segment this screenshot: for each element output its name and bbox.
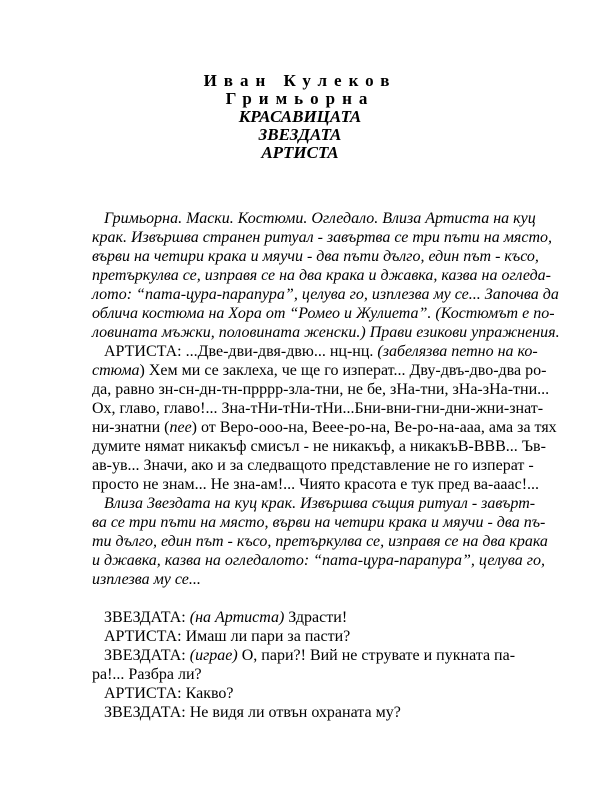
text-line: претъркулва се, изправя се на два крака и джавка, казва на огледа- [92,267,551,284]
text-line: АРТИСТА: ...Две-дви-двя-двю... нц-нц. (забелязва петно на ко- [104,343,538,360]
text-line: лото: “пата-цура-парапура”, целува го, изплезва му се... Започва да [92,286,559,303]
text-line: и джавка, казва на огледалото: “пата-цура-парапура”, целува го, [92,552,545,569]
text-line: ва се три пъти на място, върви на четири крака и мяучи - два пъ- [92,514,546,531]
text-line: стюма) Хем ми се заклеха, че ще го изперат... Дву-двъ-дво-два ро- [92,362,547,379]
text-line: ав-ув... Значи, ако и за следващото представление не го изперат - [92,457,534,474]
dialogue-line: ЗВЕЗДАТА: Не видя ли отвън охраната му? [104,704,401,721]
subtitle-1: КРАСАВИЦАТА [238,107,362,126]
spacer [104,589,498,608]
text-line: върви на четири крака и мяучи - два пъти дълго, един път - късо, [92,248,539,265]
title-block [0,72,600,162]
text-line: ни-знатни (пее) от Веро-ооо-на, Веее-ро-на, Ве-ро-на-ааа, ама за тях [92,419,557,436]
dialogue-line: АРТИСТА: Имаш ли пари за пасти? [104,628,351,645]
artist-monologue [92,342,557,494]
text-line: думите нямат никакъф смисъл - не никакъф, а никакъВ-ВВВ... Ъв- [92,438,546,455]
dialogue [92,608,516,722]
text-line: Гримьорна. Маски. Костюми. Огледало. Влиза Артиста на куц [104,210,536,227]
text-line: Влиза Звездата на куц крак. Извършва същия ритуал - завърт- [104,495,536,512]
text-line: ловината мъжки, половината женски.) Прави езикови упражнения. [92,324,560,341]
dialogue-line: ра!... Разбра ли? [92,666,202,683]
play-title: Гримьорна [225,89,375,108]
author-name: Иван Кулеков [203,71,397,90]
text-line: облича костюма на Хора от “Ромео и Жулиета”. (Костюмът е по- [92,305,555,322]
text-line: изплезва му се... [92,571,201,588]
subtitle-3: АРТИСТА [261,143,339,162]
text-line: просто не знам... Не зна-ам!... Чиято красота е тук пред ва-ааас!... [92,476,540,493]
text-line: да, равно зн-сн-дн-тн-прррр-зла-тни, не бе, зНа-тни, зНа-зНа-тни... [92,381,550,398]
dialogue-line: ЗВЕЗДАТА: (играе) О, пари?! Вий не струвате и пукната па- [104,647,516,664]
stage-direction-1 [92,209,560,342]
text-line: крак. Извършва странен ритуал - завъртва се три пъти на място, [92,229,553,246]
text-line: ти дълго, един път - късо, претъркулва се, изправя се на два крака [92,533,548,550]
stage-direction-2 [92,494,548,589]
dialogue-line: ЗВЕЗДАТА: (на Артиста) Здрасти! [104,609,348,626]
dialogue-line: АРТИСТА: Какво? [104,685,234,702]
play-text [92,209,560,722]
subtitle-2: ЗВЕЗДАТА [258,125,342,144]
text-line: Ох, главо, главо!... Зна-тНи-тНи-тНи...Бни-вни-гни-дни-жни-знат- [92,400,544,417]
